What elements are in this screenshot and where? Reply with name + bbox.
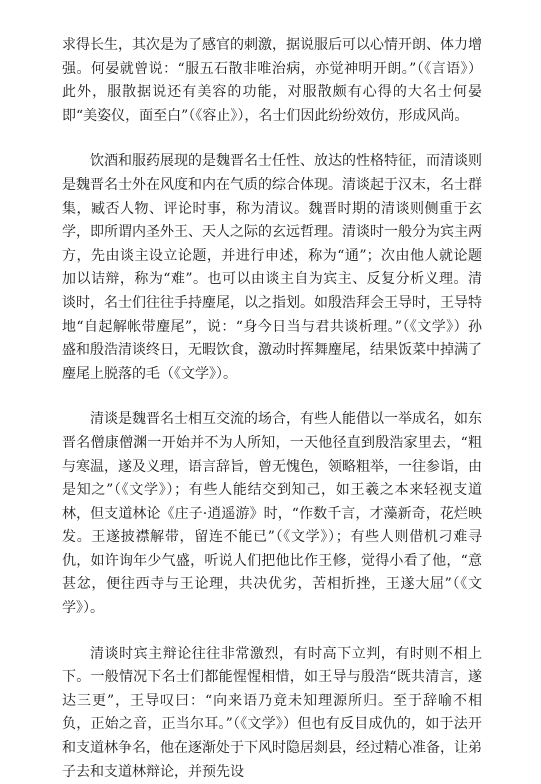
paragraph-1: 求得长生，其次是为了感官的刺激，据说服后可以心情开朗、体力增强。何晏就曾说：“服五石散非唯治病，亦觉神明开朗。”（《言语》）此外，服散据说还有美容的功能，对服散颇有心得的大名士何晏即“美姿仪，面至白”（《容止》），名士们因此纷纷效仿，形成风尚。 [62,37,482,124]
paragraph-gap [62,386,482,408]
paragraph-gap [62,621,482,643]
body-text [62,34,482,784]
paragraph-2: 饮酒和服药展现的是魏晋名士任性、放达的性格特征，而清谈则是魏晋名士外在风度和内在气质的综合体现。清谈起于汉末，名士群集，臧否人物、评论时事，称为清议。魏晋时期的清谈则侧重于玄学，即所谓内圣外王、天人之际的玄远哲理。清谈时一般分为宾主两方，先由谈主设立论题，并进行申述，称为“通”；次由他人就论题加以诘辩，称为“难”。也可以由谈主自为宾主、反复分析义理。清谈时，名士们往往手持麈尾，以之指划。如殷浩拜会王导时，王导特地“自起解帐带麈尾”，说：“身今日当与君共谈析理。”（《文学》）孙盛和殷浩清谈终日，无暇饮食，激动时挥舞麈尾，结果饭菜中掉满了麈尾上脱落的毛（《文学》）。 [62,153,482,382]
paragraph-3: 清谈是魏晋名士相互交流的场合，有些人能借以一举成名，如东晋名僧康僧渊一开始并不为人所知，一天他径直到殷浩家里去，“粗与寒温，遂及义理，语言辞旨，曾无愧色，领略粗举，一往参诣，由是知之”（《文学》）；有些人能结交到知己，如王羲之本来轻视支道林，但支道林论《庄子·逍遥游》时，“作数千言，才藻新奇，花烂映发。王遂披襟解带，留连不能已”（《文学》）；有些人则借机刁难寻仇，如许询年少气盛，听说人们把他比作王修，觉得小看了他，“意甚忿，便往西寺与王论理，共决优劣，苦相折挫，王遂大屈”（《文学》）。 [62,411,482,617]
paragraph-4: 清谈时宾主辩论往往非常激烈，有时高下立判，有时则不相上下。一般情况下名士们都能惺惺相惜，如王导与殷浩“既共清言，遂达三更”，王导叹曰：“向来语乃竟未知理源所归。至于辞喻不相负，正始之音，正当尔耳。”（《文学》）但也有反目成仇的，如于法开和支道林争名，他在逐渐处于下风时隐居剡县，经过精心准备，让弟子去和支道林辩论，并预先设 [62,645,482,780]
paragraph-gap [62,128,482,150]
